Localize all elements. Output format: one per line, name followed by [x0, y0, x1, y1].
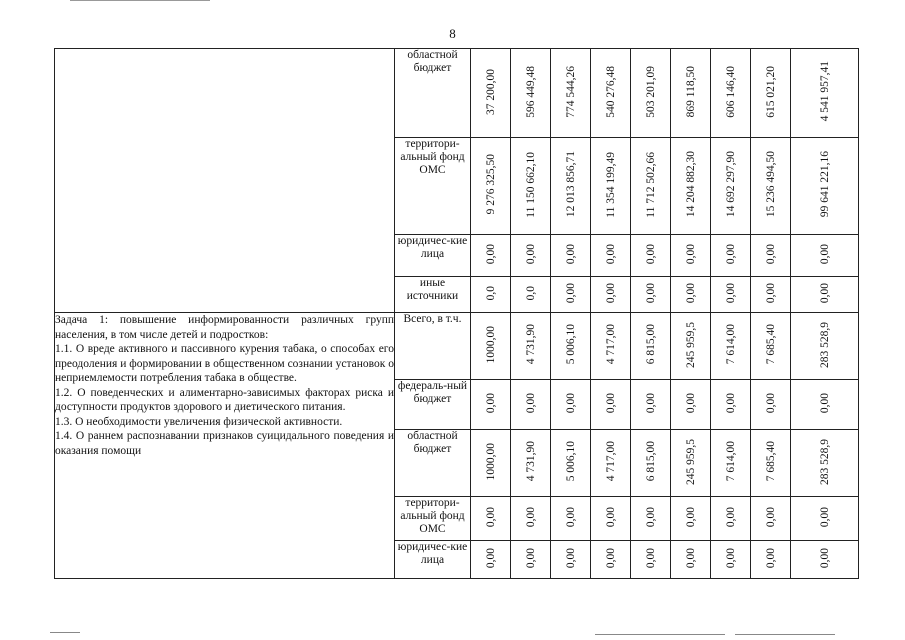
value-cell	[711, 541, 751, 579]
value-text: 0,00	[724, 506, 737, 528]
value-cell	[591, 277, 631, 313]
value-cell	[511, 49, 551, 138]
value-text: 37 200,00	[484, 68, 497, 115]
value-cell	[551, 49, 591, 138]
value-text: 14 204 882,30	[684, 151, 697, 218]
source-cell: областной бюджет	[395, 49, 471, 138]
value-text: 0,00	[484, 392, 497, 414]
bottom-scan-line	[595, 634, 725, 635]
value-text: 0,0	[524, 285, 537, 301]
value-cell	[511, 541, 551, 579]
value-cell	[711, 380, 751, 430]
value-cell	[671, 313, 711, 380]
value-cell	[591, 313, 631, 380]
value-text: 0,00	[564, 243, 577, 265]
value-cell	[551, 541, 591, 579]
value-text: 0,00	[764, 506, 777, 528]
value-text: 7 614,00	[724, 324, 737, 365]
value-cell	[591, 138, 631, 235]
value-text: 1000,00	[484, 442, 497, 481]
value-text: 9 276 325,50	[484, 154, 497, 215]
table-row	[55, 49, 859, 138]
value-cell	[711, 49, 751, 138]
task-title: Задача 1: повышение информированности различных групп населения, в том числе детей и подростков:	[55, 314, 394, 341]
value-cell	[791, 380, 859, 430]
value-text: 0,00	[684, 392, 697, 414]
value-text: 0,00	[724, 282, 737, 304]
value-cell	[471, 277, 511, 313]
value-cell	[631, 49, 671, 138]
value-text: 0,00	[684, 506, 697, 528]
value-cell	[471, 313, 511, 380]
value-cell	[511, 313, 551, 380]
value-text: 0,00	[644, 282, 657, 304]
bottom-scan-line	[735, 634, 835, 635]
source-cell: Всего, в т.ч.	[395, 313, 471, 380]
top-scan-line	[70, 0, 210, 1]
bottom-scan-line	[50, 632, 80, 633]
value-text: 0,00	[644, 506, 657, 528]
value-text: 0,00	[644, 392, 657, 414]
value-cell	[471, 235, 511, 277]
task-item: 1.3. О необходимости увеличения физической активности.	[55, 415, 343, 428]
value-cell	[711, 277, 751, 313]
value-cell	[591, 235, 631, 277]
empty-task-cell	[55, 49, 395, 313]
value-text: 99 641 221,16	[818, 151, 831, 218]
value-text: 0,00	[818, 392, 831, 414]
value-cell	[631, 380, 671, 430]
value-cell	[751, 138, 791, 235]
value-text: 0,00	[684, 547, 697, 569]
value-cell	[551, 138, 591, 235]
value-cell	[791, 138, 859, 235]
value-cell	[751, 541, 791, 579]
value-text: 5 006,10	[564, 324, 577, 365]
source-cell: иные источники	[395, 277, 471, 313]
value-cell	[471, 497, 511, 541]
value-text: 0,00	[604, 547, 617, 569]
page-number: 8	[449, 26, 456, 41]
value-text: 14 692 297,90	[724, 151, 737, 218]
value-text: 6 815,00	[644, 441, 657, 482]
value-cell	[751, 430, 791, 497]
value-text: 0,00	[724, 243, 737, 265]
value-text: 5 006,10	[564, 441, 577, 482]
value-cell	[791, 497, 859, 541]
value-cell	[511, 497, 551, 541]
value-cell	[671, 380, 711, 430]
value-cell	[711, 430, 751, 497]
value-text: 0,00	[764, 392, 777, 414]
value-text: 0,00	[684, 243, 697, 265]
value-text: 245 959,5	[684, 321, 697, 368]
value-text: 1000,00	[484, 325, 497, 364]
value-text: 0,00	[524, 547, 537, 569]
value-cell	[711, 235, 751, 277]
value-text: 12 013 856,71	[564, 151, 577, 218]
value-text: 245 959,5	[684, 438, 697, 485]
value-cell	[791, 277, 859, 313]
value-cell	[711, 138, 751, 235]
funding-table	[54, 48, 859, 579]
value-text: 0,00	[604, 506, 617, 528]
value-text: 615 021,20	[764, 65, 777, 118]
value-cell	[631, 541, 671, 579]
value-text: 0,00	[764, 547, 777, 569]
value-cell	[631, 313, 671, 380]
value-text: 0,00	[724, 547, 737, 569]
value-cell	[631, 430, 671, 497]
value-text: 0,00	[764, 243, 777, 265]
value-text: 7 614,00	[724, 441, 737, 482]
value-text: 11 150 662,10	[524, 151, 537, 218]
value-cell	[791, 313, 859, 380]
value-cell	[471, 430, 511, 497]
value-cell	[551, 497, 591, 541]
value-cell	[591, 380, 631, 430]
value-cell	[671, 277, 711, 313]
value-text: 7 685,40	[764, 441, 777, 482]
value-cell	[791, 541, 859, 579]
value-cell	[711, 313, 751, 380]
value-cell	[751, 277, 791, 313]
value-text: 7 685,40	[764, 324, 777, 365]
value-text: 4 731,90	[524, 441, 537, 482]
funding-table-body	[55, 49, 859, 579]
value-cell	[551, 277, 591, 313]
task-item: 1.1. О вреде активного и пассивного курения табака, о способах его преодоления и формировании в общественном сознании установок о неприемлемости потребления табака в обществе.	[55, 343, 394, 384]
value-cell	[591, 541, 631, 579]
value-text: 0,00	[818, 506, 831, 528]
value-text: 503 201,09	[644, 65, 657, 118]
task-item: 1.2. О поведенческих и алиментарно-зависимых факторах риска и доступности продуктов здорового и диетического питания.	[55, 386, 394, 413]
value-text: 0,00	[644, 547, 657, 569]
task-description	[55, 313, 395, 579]
value-cell	[511, 277, 551, 313]
value-text: 606 146,40	[724, 65, 737, 118]
value-cell	[511, 138, 551, 235]
value-cell	[671, 138, 711, 235]
value-cell	[471, 541, 511, 579]
task-item: 1.4. О раннем распознавании признаков суицидального поведения и оказания помощи	[55, 430, 394, 457]
value-text: 540 276,48	[604, 65, 617, 118]
value-cell	[551, 380, 591, 430]
value-cell	[591, 49, 631, 138]
value-cell	[791, 430, 859, 497]
value-text: 0,00	[564, 392, 577, 414]
value-cell	[551, 235, 591, 277]
value-cell	[631, 138, 671, 235]
value-cell	[471, 138, 511, 235]
value-text: 0,00	[818, 282, 831, 304]
value-cell	[511, 430, 551, 497]
value-text: 11 354 199,49	[604, 151, 617, 218]
value-cell	[711, 497, 751, 541]
value-cell	[631, 277, 671, 313]
source-cell: юридичес-кие лица	[395, 235, 471, 277]
value-text: 4 731,90	[524, 324, 537, 365]
value-text: 0,00	[524, 506, 537, 528]
source-cell: юридичес-кие лица	[395, 541, 471, 579]
value-text: 596 449,48	[524, 65, 537, 118]
value-text: 11 712 502,66	[644, 151, 657, 218]
value-text: 0,00	[484, 243, 497, 265]
value-text: 0,00	[524, 392, 537, 414]
value-cell	[751, 235, 791, 277]
table-row	[55, 313, 859, 380]
value-text: 4 717,00	[604, 324, 617, 365]
value-cell	[671, 235, 711, 277]
value-text: 0,00	[564, 282, 577, 304]
value-cell	[671, 541, 711, 579]
source-cell: территори-альный фонд ОМС	[395, 497, 471, 541]
value-cell	[471, 49, 511, 138]
value-text: 15 236 494,50	[764, 151, 777, 218]
value-cell	[471, 380, 511, 430]
value-cell	[791, 49, 859, 138]
source-cell: территори-альный фонд ОМС	[395, 138, 471, 235]
source-cell: областной бюджет	[395, 430, 471, 497]
value-cell	[791, 235, 859, 277]
value-cell	[671, 497, 711, 541]
value-text: 0,00	[604, 392, 617, 414]
value-text: 0,00	[764, 282, 777, 304]
source-cell: федераль-ный бюджет	[395, 380, 471, 430]
value-cell	[591, 497, 631, 541]
value-cell	[671, 49, 711, 138]
value-text: 0,00	[724, 392, 737, 414]
value-cell	[751, 497, 791, 541]
value-cell	[551, 430, 591, 497]
value-cell	[751, 313, 791, 380]
value-text: 0,00	[604, 282, 617, 304]
value-text: 283 528,9	[818, 321, 831, 368]
value-cell	[631, 235, 671, 277]
value-text: 0,00	[524, 243, 537, 265]
value-cell	[551, 313, 591, 380]
value-cell	[591, 430, 631, 497]
value-text: 0,0	[484, 285, 497, 301]
value-text: 6 815,00	[644, 324, 657, 365]
value-text: 0,00	[484, 547, 497, 569]
value-text: 0,00	[818, 547, 831, 569]
value-cell	[751, 49, 791, 138]
value-text: 0,00	[644, 243, 657, 265]
value-cell	[671, 430, 711, 497]
value-text: 4 541 957,41	[818, 61, 831, 122]
value-text: 0,00	[604, 243, 617, 265]
value-text: 0,00	[484, 506, 497, 528]
value-cell	[751, 380, 791, 430]
value-cell	[511, 380, 551, 430]
value-cell	[631, 497, 671, 541]
value-text: 0,00	[818, 243, 831, 265]
value-text: 4 717,00	[604, 441, 617, 482]
value-text: 283 528,9	[818, 438, 831, 485]
value-text: 869 118,50	[684, 65, 697, 118]
value-text: 0,00	[684, 282, 697, 304]
value-text: 0,00	[564, 506, 577, 528]
value-text: 774 544,26	[564, 65, 577, 118]
value-cell	[511, 235, 551, 277]
value-text: 0,00	[564, 547, 577, 569]
